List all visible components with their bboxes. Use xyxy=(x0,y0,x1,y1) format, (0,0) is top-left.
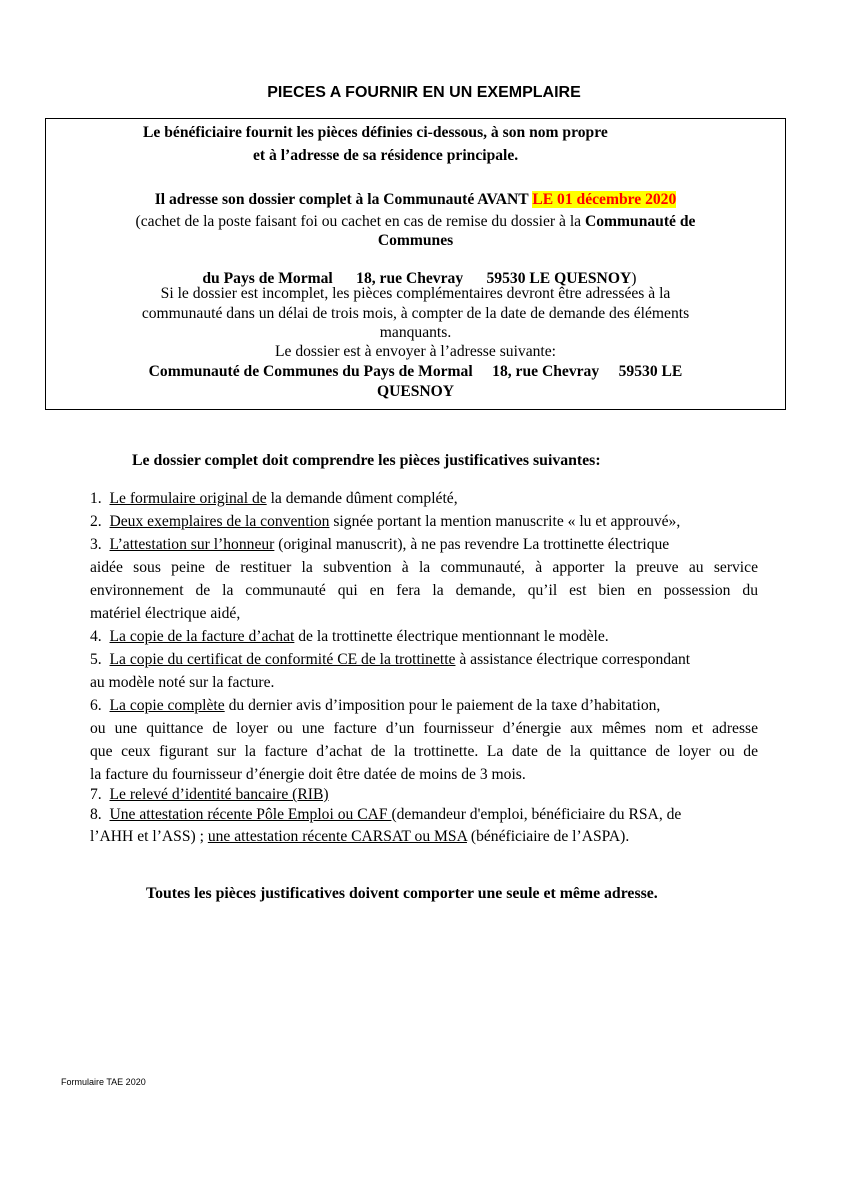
item-underlined: La copie de la facture d’achat xyxy=(109,628,295,645)
item-text: de la trottinette électrique mentionnant le modèle. xyxy=(294,628,609,645)
list-item-5 xyxy=(90,651,848,669)
item-text: (demandeur d'emploi, bénéficiaire du RSA, de xyxy=(391,806,682,823)
list-item-6-cont-2: que ceux figurant sur la facture d’achat de la trottinette. La date de la quittance de loyer ou de xyxy=(90,743,758,760)
envoyer-line: Le dossier est à envoyer à l’adresse suivante: xyxy=(274,343,556,360)
address-line-1: Communauté de Communes du Pays de Mormal 18, rue Chevray 59530 LE xyxy=(148,363,683,380)
item-text: (bénéficiaire de l’ASPA). xyxy=(466,828,630,845)
page-title: PIECES A FOURNIR EN UN EXEMPLAIRE xyxy=(267,84,581,101)
list-item-8 xyxy=(90,806,848,824)
item-text: du dernier avis d’imposition pour le paiement de la taxe d’habitation, xyxy=(224,697,661,714)
list-item-6-cont-3: la facture du fournisseur d’énergie doit être datée de moins de 3 mois. xyxy=(90,766,526,783)
item-underlined: L’attestation sur l’honneur xyxy=(109,536,275,553)
cachet-text: (cachet de la poste faisant foi ou cachet en cas de remise du dossier à la xyxy=(135,213,585,230)
list-item-6 xyxy=(90,697,848,715)
item-number: 3. xyxy=(90,536,102,553)
item-text: la demande dûment complété, xyxy=(266,490,458,507)
incomplete-line-3: manquants. xyxy=(379,324,452,341)
cachet-line-3 xyxy=(45,252,786,288)
list-item-3-cont-1: aidée sous peine de restituer la subvention à la communauté, à apporter la preuve au service xyxy=(90,559,758,576)
footer-text: Formulaire TAE 2020 xyxy=(61,1077,146,1087)
list-item-7 xyxy=(90,786,848,804)
item-underlined: Deux exemplaires de la convention xyxy=(109,513,330,530)
incomplete-line-1: Si le dossier est incomplet, les pièces complémentaires devront être adressées à la xyxy=(160,285,671,302)
item-number: 1. xyxy=(90,490,102,507)
item-number: 2. xyxy=(90,513,102,530)
item-underlined: Le relevé d’identité bancaire (RIB) xyxy=(109,786,329,803)
item-number: 5. xyxy=(90,651,102,668)
deadline-date: LE 01 décembre 2020 xyxy=(532,191,677,208)
item-number: 7. xyxy=(90,786,102,803)
address-line-2: QUESNOY xyxy=(376,383,455,400)
item-underlined: La copie complète xyxy=(109,697,225,714)
cachet-line-2: Communes xyxy=(377,232,454,249)
box-line-2: et à l’adresse de sa résidence principale. xyxy=(253,147,519,164)
deadline-line xyxy=(45,191,786,209)
item-text: l’AHH et l’ASS) ; xyxy=(90,828,208,845)
item-underlined: La copie du certificat de conformité CE de la trottinette xyxy=(109,651,456,668)
list-item-2 xyxy=(90,513,848,531)
item-underlined: Le formulaire original de xyxy=(109,490,267,507)
list-item-5-cont: au modèle noté sur la facture. xyxy=(90,674,275,691)
closing-note: Toutes les pièces justificatives doivent comporter une seule et même adresse. xyxy=(146,885,658,902)
cachet-address: du Pays de Mormal 18, rue Chevray 59530 LE QUESNOY xyxy=(202,270,632,287)
item-underlined: une attestation récente CARSAT ou MSA xyxy=(207,828,467,845)
item-underlined: Une attestation récente Pôle Emploi ou CAF xyxy=(109,806,392,823)
item-text: (original manuscrit), à ne pas revendre La trottinette électrique xyxy=(274,536,670,553)
cachet-bold: Communauté de xyxy=(584,213,696,230)
list-item-6-cont-1: ou une quittance de loyer ou une facture d’un fournisseur d’énergie aux mêmes nom et adresse xyxy=(90,720,758,737)
item-text: signée portant la mention manuscrite « lu et approuvé», xyxy=(329,513,681,530)
incomplete-line-2: communauté dans un délai de trois mois, à compter de la date de demande des éléments xyxy=(141,305,690,322)
cachet-close: ) xyxy=(631,270,637,287)
list-item-8-cont xyxy=(90,828,848,846)
item-number: 8. xyxy=(90,806,102,823)
list-item-4 xyxy=(90,628,848,646)
list-item-1 xyxy=(90,490,848,508)
item-number: 6. xyxy=(90,697,102,714)
list-item-3-cont-2: environnement de la communauté qui en fera la demande, qu’il est bien en possession du xyxy=(90,582,758,599)
item-number: 4. xyxy=(90,628,102,645)
list-item-3 xyxy=(90,536,848,554)
item-text: à assistance électrique correspondant xyxy=(455,651,691,668)
list-item-3-cont-3: matériel électrique aidé, xyxy=(90,605,241,622)
deadline-text: Il adresse son dossier complet à la Communauté AVANT xyxy=(154,191,533,208)
list-intro: Le dossier complet doit comprendre les pièces justificatives suivantes: xyxy=(132,452,601,469)
box-line-1: Le bénéficiaire fournit les pièces définies ci-dessous, à son nom propre xyxy=(143,124,608,141)
cachet-line-1 xyxy=(45,213,786,231)
